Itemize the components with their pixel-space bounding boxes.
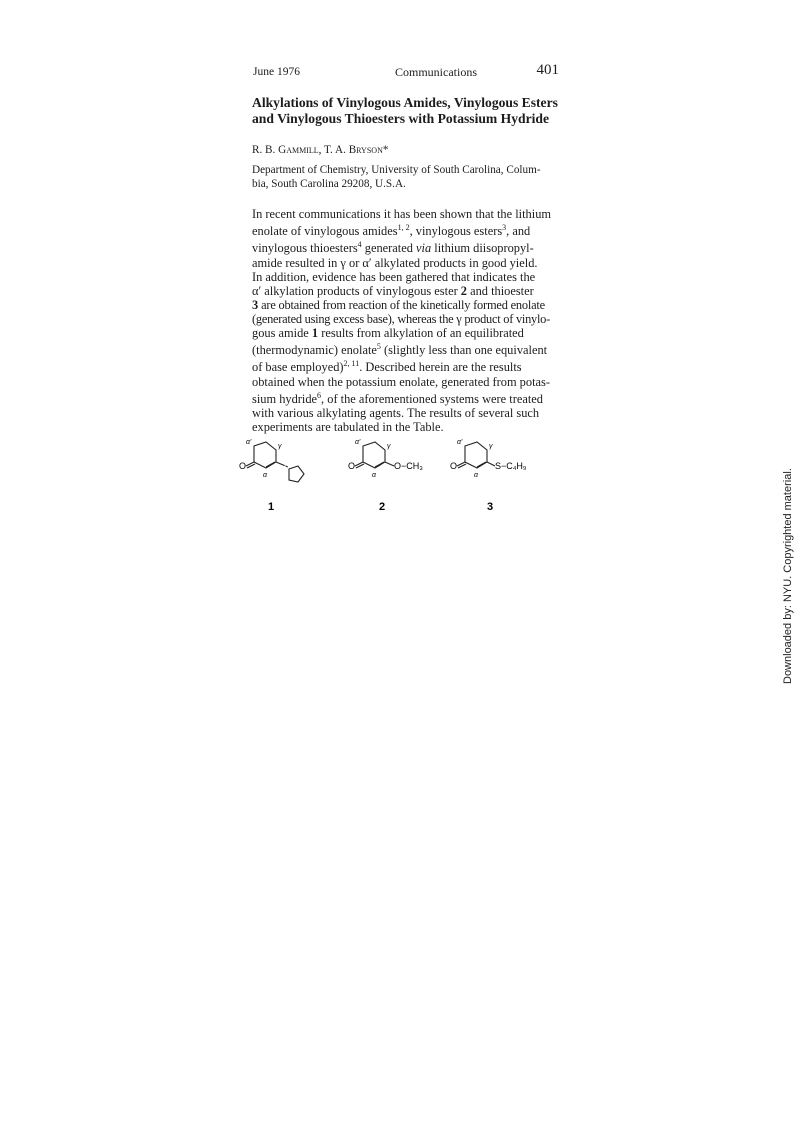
structure-2-substituent: O−CH₃ [394, 461, 423, 471]
section-name: Communications [395, 65, 477, 79]
body-line: gous amide 1 results from alkylation of an equilibrated [252, 326, 524, 340]
body-line: In recent communications it has been shown that the lithium [252, 207, 552, 221]
structure-1-gamma: γ [278, 443, 282, 450]
title-line-1: Alkylations of Vinylogous Amides, Vinylogous Esters [252, 95, 558, 110]
article-title [252, 95, 562, 127]
body-line: enolate of vinylogous amides$^{1, 2}$, vinylogous esters$^3$, and [252, 223, 531, 239]
structure-2-alpha: α [372, 472, 376, 479]
affiliation [252, 163, 564, 191]
body-line: 3 are obtained from reaction of the kinetically formed enolate [252, 297, 545, 312]
author-2-surname: Bryson [348, 144, 383, 156]
issue-date: June 1976 [253, 66, 300, 78]
structure-1-number: 1 [268, 501, 275, 513]
structure-3-gamma: γ [489, 443, 493, 450]
affiliation-line-2: bia, South Carolina 29208, U.S.A. [252, 178, 406, 190]
structure-1-oxygen: O [239, 461, 247, 471]
structure-1-nitrogen: N [284, 460, 291, 470]
author-separator: , T. A. [318, 144, 349, 156]
body-paragraph [252, 207, 564, 434]
body-line: of base employed)$^{2, 11}$. Described herein are the results [252, 359, 522, 375]
structure-3-number: 3 [487, 501, 494, 513]
download-watermark: Downloaded by: NYU. Copyrighted material. [782, 468, 794, 684]
chemical-structures [232, 436, 562, 516]
author-1-initials: R. B. [252, 144, 279, 156]
structure-1-vinylogous-amide [246, 442, 304, 482]
corresponding-mark: * [382, 144, 389, 156]
body-line: vinylogous thioesters$^4$ generated via lithium diisopropyl- [252, 240, 534, 256]
title-line-2: and Vinylogous Thioesters with Potassium Hydride [252, 111, 549, 126]
running-header [253, 62, 559, 82]
body-line: obtained when the potassium enolate, generated from potas- [252, 374, 550, 389]
structures-figure [232, 436, 562, 516]
structure-1-alpha-prime: α′ [246, 439, 252, 446]
structure-3-alpha-prime: α′ [457, 439, 463, 446]
body-line: amide resulted in γ or α′ alkylated products in good yield. [252, 255, 538, 270]
body-line: In addition, evidence has been gathered that indicates the [252, 269, 536, 284]
structure-2-oxygen: O [348, 461, 356, 471]
body-line: (generated using excess base), whereas the γ product of vinylo- [252, 311, 551, 326]
structure-1-alpha: α [263, 472, 267, 479]
structure-3-alpha: α [474, 472, 478, 479]
page-number: 401 [536, 62, 559, 78]
affiliation-line-1: Department of Chemistry, University of South Carolina, Colum- [252, 164, 541, 176]
structure-3-substituent: S−C₄H₉ [495, 461, 527, 471]
body-line: sium hydride$^6$, of the aforementioned systems were treated [252, 390, 543, 406]
structure-2-number: 2 [379, 501, 386, 513]
structure-3-oxygen: O [450, 461, 458, 471]
body-line: experiments are tabulated in the Table. [252, 419, 444, 434]
structure-2-alpha-prime: α′ [355, 439, 361, 446]
structure-2-gamma: γ [387, 443, 391, 450]
body-line: with various alkylating agents. The results of several such [252, 405, 540, 420]
author-1-surname: Gammill [278, 144, 319, 156]
body-line: (thermodynamic) enolate$^5$ (slightly less than one equivalent [252, 342, 548, 358]
author-list [252, 144, 388, 156]
body-line: α′ alkylation products of vinylogous ester 2 and thioester [252, 283, 534, 298]
